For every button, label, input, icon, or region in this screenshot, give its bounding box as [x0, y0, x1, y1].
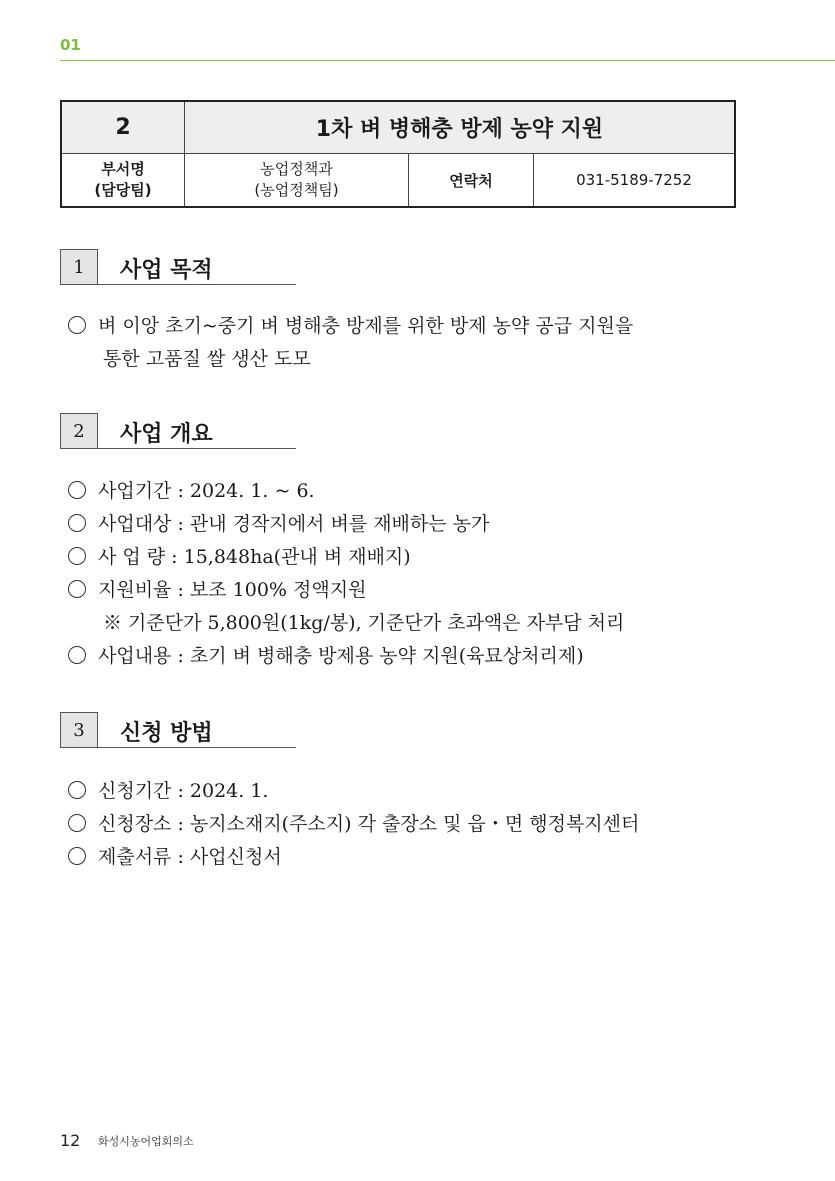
- dept-label-line2: (담당팀): [94, 181, 152, 199]
- list-item: 제출서류 : 사업신청서: [68, 842, 282, 869]
- circle-bullet-icon: [68, 481, 86, 499]
- section-underline: [98, 448, 296, 449]
- info-table: [60, 100, 736, 208]
- list-item: 벼 이앙 초기~중기 벼 병해충 방제를 위한 방제 농약 공급 지원을: [68, 311, 633, 338]
- program-number: 2: [61, 101, 185, 154]
- circle-bullet-icon: [68, 514, 86, 532]
- section-number: 2: [60, 413, 98, 449]
- section-title: 신청 방법: [120, 721, 213, 746]
- list-item-continuation: 통한 고품질 쌀 생산 도모: [103, 348, 311, 370]
- list-item: 사업대상 : 관내 경작지에서 벼를 재배하는 농가: [68, 509, 489, 536]
- list-item: 사업내용 : 초기 벼 병해충 방제용 농약 지원(육묘상처리제): [68, 641, 584, 668]
- list-item: 지원비율 : 보조 100% 정액지원: [68, 575, 366, 602]
- page-number: 12: [60, 1131, 81, 1150]
- footer-organization: 화성시농어업회의소: [98, 1135, 194, 1148]
- dept-value: [185, 154, 409, 208]
- section-underline: [98, 747, 296, 748]
- dept-value-line2: (농업정책팀): [254, 181, 339, 199]
- section-title: 사업 목적: [120, 258, 213, 283]
- section-number: 1: [60, 249, 98, 285]
- circle-bullet-icon: [68, 316, 86, 334]
- dept-label: [61, 154, 185, 208]
- dept-label-line1: 부서명: [101, 160, 145, 178]
- dept-value-line1: 농업정책과: [260, 160, 333, 178]
- note-text: ※ 기준단가 5,800원(1kg/봉), 기준단가 초과액은 자부담 처리: [103, 612, 625, 634]
- circle-bullet-icon: [68, 646, 86, 664]
- list-item: 신청장소 : 농지소재지(주소지) 각 출장소 및 읍・면 행정복지센터: [68, 809, 639, 836]
- contact-value: 031-5189-7252: [534, 154, 736, 208]
- program-title: 1차 벼 병해충 방제 농약 지원: [185, 101, 736, 154]
- section-number: 3: [60, 712, 98, 748]
- circle-bullet-icon: [68, 580, 86, 598]
- list-item: 신청기간 : 2024. 1.: [68, 776, 268, 803]
- circle-bullet-icon: [68, 814, 86, 832]
- section-title: 사업 개요: [120, 422, 213, 447]
- list-item: 사업기간 : 2024. 1. ~ 6.: [68, 476, 315, 503]
- circle-bullet-icon: [68, 547, 86, 565]
- chapter-number: 01: [60, 36, 81, 54]
- chapter-divider: [60, 60, 835, 61]
- list-item: 사 업 량 : 15,848ha(관내 벼 재배지): [68, 542, 411, 569]
- contact-label: 연락처: [409, 154, 534, 208]
- circle-bullet-icon: [68, 847, 86, 865]
- section-underline: [98, 284, 296, 285]
- circle-bullet-icon: [68, 781, 86, 799]
